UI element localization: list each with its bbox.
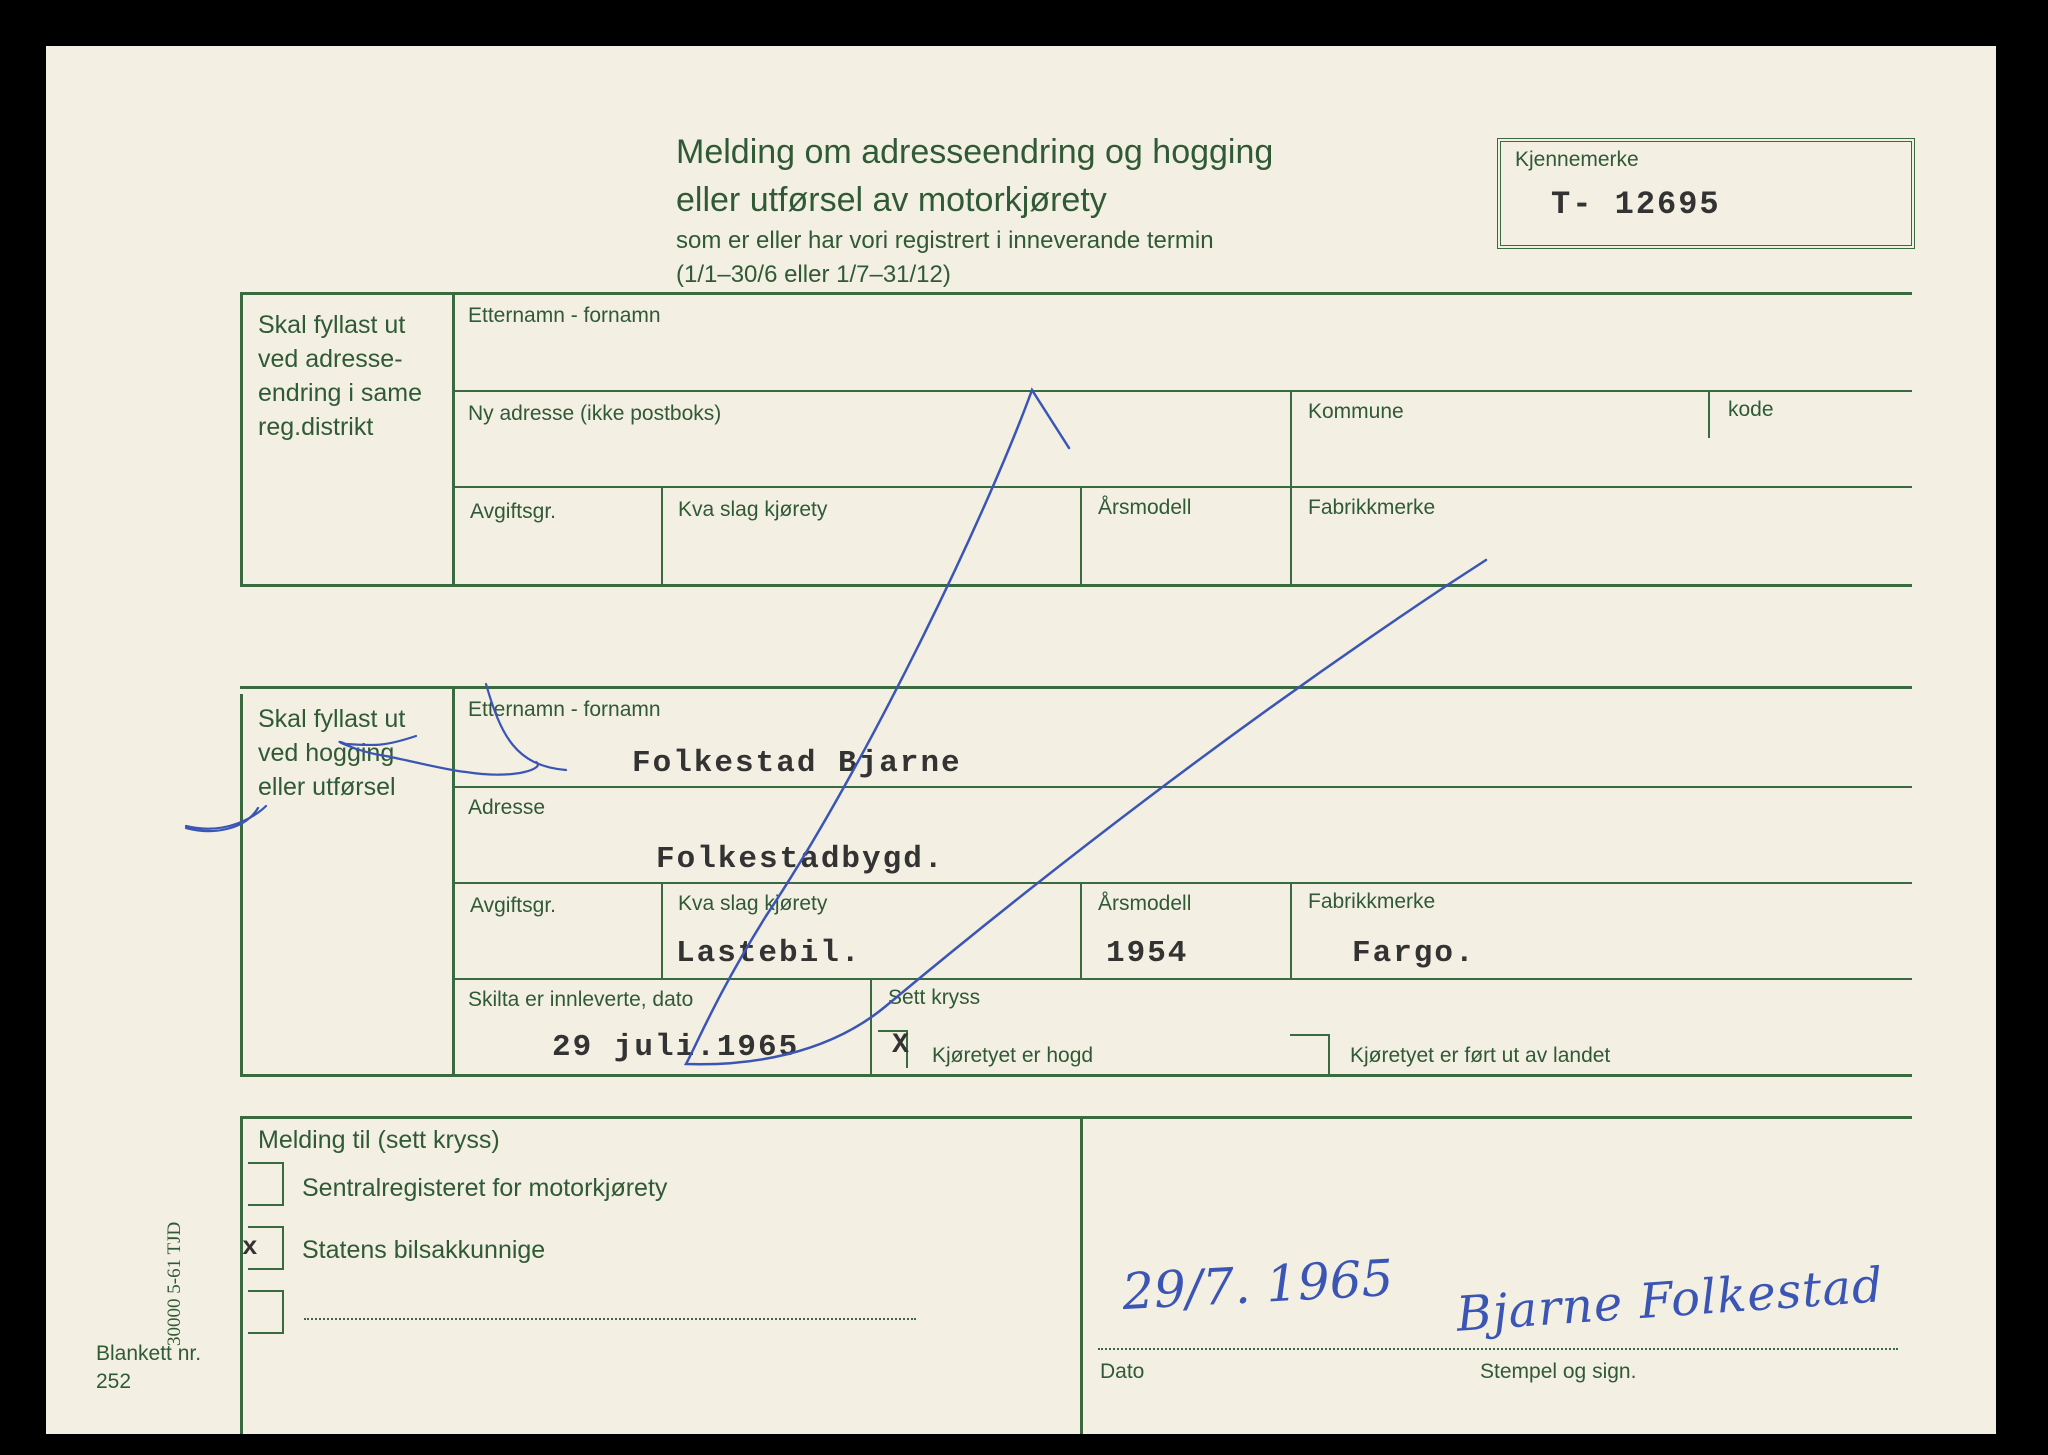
notify-option-1-label: Sentralregisteret for motorkjørety xyxy=(302,1174,668,1202)
date-label: Dato xyxy=(1100,1360,1145,1383)
form-title xyxy=(676,128,1273,224)
scrapped-label: Kjøretyet er hogd xyxy=(932,1044,1094,1067)
title-line-2: eller utførsel av motorkjørety xyxy=(676,181,1107,219)
registration-box xyxy=(1497,138,1915,249)
form-number-block xyxy=(96,1340,201,1396)
plates-date-value[interactable]: 29 juli.1965 xyxy=(552,1030,800,1065)
scrap-vehicle-type-value[interactable]: Lastebil. xyxy=(676,936,862,971)
exported-checkbox[interactable] xyxy=(1290,1034,1330,1074)
title-line-1: Melding om adresseendring og hogging xyxy=(676,133,1274,171)
scrap-make-label: Fabrikkmerke xyxy=(1308,890,1436,913)
signature[interactable]: Bjarne Folkestad xyxy=(1454,1257,1886,1343)
field-make-label: Fabrikkmerke xyxy=(1308,496,1436,519)
form-number-value: 252 xyxy=(96,1370,132,1393)
form-number-label: Blankett nr. xyxy=(96,1342,202,1365)
scrap-fee-group-label: Avgiftsgr. xyxy=(470,894,556,917)
handwritten-date[interactable]: 29/7. 1965 xyxy=(1120,1248,1395,1322)
print-code: 30000 5-61 TJD xyxy=(164,1221,185,1346)
scrapped-check-mark: X xyxy=(892,1030,909,1061)
set-cross-label: Sett kryss xyxy=(888,986,981,1009)
form-subtitle xyxy=(676,224,1214,292)
field-fee-group-label: Avgiftsgr. xyxy=(470,500,556,523)
notify-option-3-line[interactable] xyxy=(304,1318,916,1320)
notify-option-3-checkbox[interactable] xyxy=(248,1290,284,1334)
scrap-name-label: Etternamn - fornamn xyxy=(468,698,661,721)
notify-option-1-checkbox[interactable] xyxy=(248,1162,284,1206)
field-vehicle-type-label: Kva slag kjørety xyxy=(678,498,828,521)
field-municipality-label: Kommune xyxy=(1308,400,1404,423)
registration-value[interactable]: T- 12695 xyxy=(1551,186,1721,223)
field-new-address-label: Ny adresse (ikke postboks) xyxy=(468,402,722,425)
date-sign-line xyxy=(1098,1348,1898,1350)
section-address-label: Skal fyllast ut ved adresse- endring i same reg.distrikt xyxy=(258,311,422,441)
notify-option-2-mark: x xyxy=(242,1232,258,1262)
section-scrap-label: Skal fyllast ut ved hogging eller utførsel xyxy=(258,705,406,801)
subtitle-line-2: (1/1–30/6 eller 1/7–31/12) xyxy=(676,261,951,288)
exported-label: Kjøretyet er ført ut av landet xyxy=(1350,1044,1611,1067)
scrap-address-label: Adresse xyxy=(468,796,546,819)
plates-date-label: Skilta er innleverte, dato xyxy=(468,988,694,1011)
field-code-label: kode xyxy=(1728,398,1774,421)
form-sheet xyxy=(46,46,1996,1434)
scrap-name-value[interactable]: Folkestad Bjarne xyxy=(632,746,962,781)
scrap-address-value[interactable]: Folkestadbygd. xyxy=(656,842,945,877)
scrap-model-year-value[interactable]: 1954 xyxy=(1106,936,1189,971)
sign-label: Stempel og sign. xyxy=(1480,1360,1637,1383)
scrap-vehicle-type-label: Kva slag kjørety xyxy=(678,892,828,915)
scrap-make-value[interactable]: Fargo. xyxy=(1352,936,1476,971)
notify-heading: Melding til (sett kryss) xyxy=(258,1126,500,1154)
field-model-year-label: Årsmodell xyxy=(1098,496,1192,519)
notify-option-2-label: Statens bilsakkunnige xyxy=(302,1236,546,1264)
registration-label: Kjennemerke xyxy=(1515,148,1639,171)
subtitle-line-1: som er eller har vori registrert i inneverande termin xyxy=(676,227,1214,254)
field-name-label: Etternamn - fornamn xyxy=(468,304,661,327)
scrap-model-year-label: Årsmodell xyxy=(1098,892,1192,915)
